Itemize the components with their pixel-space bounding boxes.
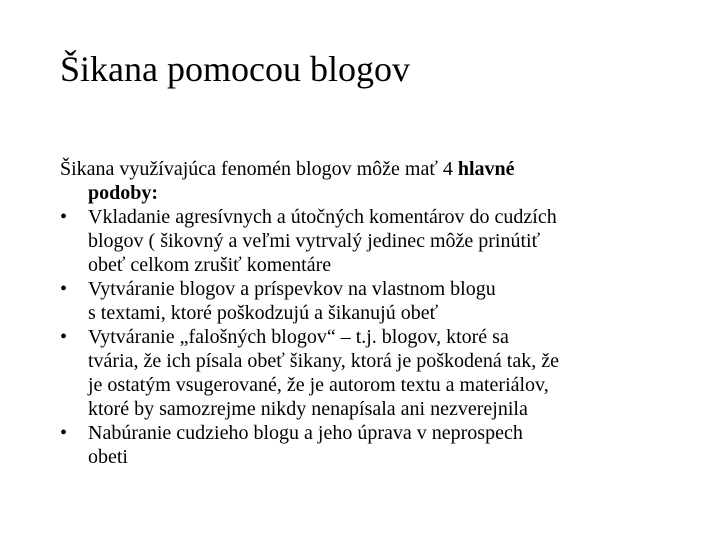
- bullet-item-2: [60, 277, 670, 325]
- bullet-1-line-2: blogov ( šikovný a veľmi vytrvalý jedinec môže prinútiť: [88, 230, 541, 252]
- bullet-icon: •: [60, 422, 68, 444]
- bullet-item-1: [60, 205, 670, 277]
- bullet-2-line-2: s textami, ktoré poškodzujú a šikanujú obeť: [88, 302, 439, 324]
- slide-title: Šikana pomocou blogov: [60, 49, 410, 89]
- intro-bold-podoby: podoby:: [88, 182, 159, 204]
- bullet-2-line-1: Vytváranie blogov a príspevkov na vlastnom blogu: [88, 278, 496, 300]
- bullet-icon: •: [60, 278, 68, 300]
- bullet-list: [60, 205, 670, 469]
- bullet-3-line-1: Vytváranie „falošných blogov“ – t.j. blogov, ktoré sa: [88, 326, 509, 348]
- bullet-4-line-1: Nabúranie cudzieho blogu a jeho úprava v neprospech: [88, 422, 523, 444]
- bullet-icon: •: [60, 206, 68, 228]
- bullet-1-line-3: obeť celkom zrušiť komentáre: [88, 254, 332, 276]
- intro-bold-hlavne: hlavné: [457, 158, 515, 180]
- slide-body: [60, 157, 670, 469]
- bullet-1-line-1: Vkladanie agresívnych a útočných komentárov do cudzích: [88, 206, 557, 228]
- intro-paragraph: [60, 157, 670, 205]
- bullet-3-line-2: tvária, že ich písala obeť šikany, ktorá je poškodená tak, že: [88, 350, 559, 372]
- bullet-item-3: [60, 325, 670, 421]
- bullet-icon: •: [60, 326, 68, 348]
- bullet-item-4: [60, 421, 670, 469]
- bullet-3-line-3: je ostatým vsugerované, že je autorom textu a materiálov,: [88, 374, 549, 396]
- intro-text: Šikana využívajúca fenomén blogov môže mať 4: [60, 158, 458, 180]
- bullet-3-line-4: ktoré by samozrejme nikdy nenapísala ani nezverejnila: [88, 398, 528, 420]
- bullet-4-line-2: obeti: [88, 446, 128, 468]
